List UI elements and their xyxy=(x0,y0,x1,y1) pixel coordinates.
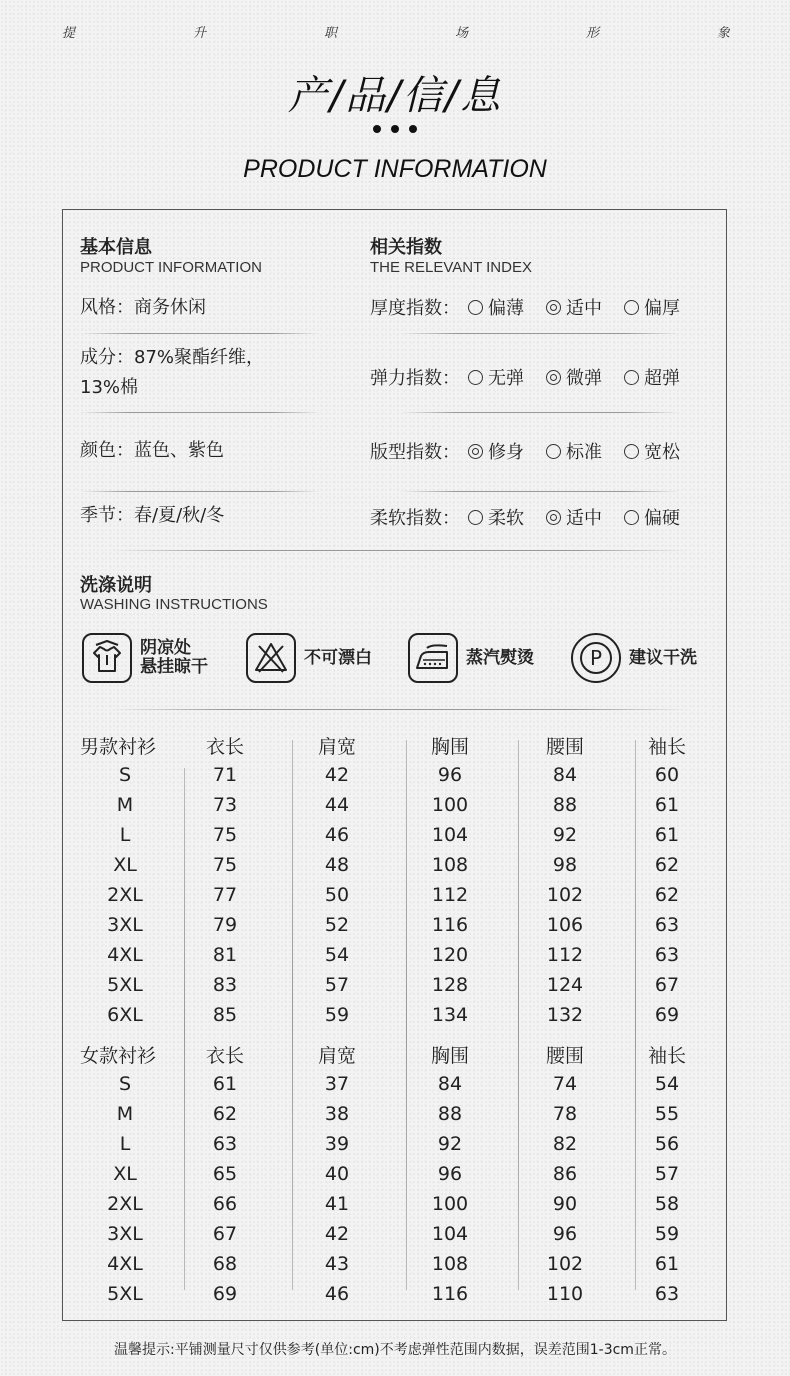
radio-selected-icon xyxy=(546,370,561,385)
table-row xyxy=(80,1159,710,1189)
table-row xyxy=(80,1219,710,1249)
divider xyxy=(400,412,680,413)
table-cell: 48 xyxy=(324,854,350,876)
table-row xyxy=(80,1249,710,1279)
table-cell: 68 xyxy=(212,1253,238,1275)
svg-text:P: P xyxy=(589,646,603,670)
table-cell: L xyxy=(119,824,131,846)
table-cell: 63 xyxy=(654,1283,680,1305)
table-cell: 63 xyxy=(212,1133,238,1155)
title-dots xyxy=(0,125,790,133)
table-cell: 82 xyxy=(552,1133,578,1155)
table-cell: 67 xyxy=(654,974,680,996)
index-option: 无弹 xyxy=(468,364,524,390)
table-cell: 85 xyxy=(212,1004,238,1026)
table-cell: 116 xyxy=(431,914,469,936)
index-option: 偏硬 xyxy=(624,504,680,530)
table-header: 女款衬衫 衣长 肩宽 胸围 腰围 袖长 xyxy=(80,1044,686,1067)
divider xyxy=(110,709,690,710)
table-cell: 108 xyxy=(431,1253,469,1275)
table-cell: 67 xyxy=(212,1223,238,1245)
table-cell: 38 xyxy=(324,1103,350,1125)
basic-info-subtitle: PRODUCT INFORMATION xyxy=(80,259,262,276)
table-row xyxy=(80,820,710,850)
table-cell: 63 xyxy=(654,914,680,936)
index-label: 版型指数： xyxy=(370,442,460,463)
table-cell: 106 xyxy=(546,914,584,936)
wash-text: 建议干洗 xyxy=(629,647,697,668)
table-row xyxy=(80,940,710,970)
table-cell: 56 xyxy=(654,1133,680,1155)
washing-subtitle: WASHING INSTRUCTIONS xyxy=(80,596,268,613)
table-cell: XL xyxy=(113,1163,137,1185)
table-row xyxy=(80,880,710,910)
table-cell: 100 xyxy=(431,794,469,816)
table-cell: 110 xyxy=(546,1283,584,1305)
table-cell: 46 xyxy=(324,824,350,846)
table-cell: 60 xyxy=(654,764,680,786)
wash-item-dry-clean xyxy=(571,633,697,683)
table-cell: 66 xyxy=(212,1193,238,1215)
radio-icon xyxy=(468,370,483,385)
table-cell: 2XL xyxy=(107,1193,143,1215)
table-cell: 102 xyxy=(546,884,584,906)
table-cell: 112 xyxy=(431,884,469,906)
table-cell: 102 xyxy=(546,1253,584,1275)
women-size-table xyxy=(80,1039,710,1309)
table-cell: 75 xyxy=(212,854,238,876)
radio-icon xyxy=(468,510,483,525)
wash-text: 蒸汽熨烫 xyxy=(466,647,534,668)
table-cell: 55 xyxy=(654,1103,680,1125)
table-cell: 4XL xyxy=(107,944,143,966)
index-label: 厚度指数： xyxy=(370,298,460,319)
table-cell: 62 xyxy=(212,1103,238,1125)
table-cell: 104 xyxy=(431,1223,469,1245)
index-option: 超弹 xyxy=(624,364,680,390)
table-cell: 79 xyxy=(212,914,238,936)
table-cell: 42 xyxy=(324,764,350,786)
radio-icon xyxy=(624,370,639,385)
table-cell: 44 xyxy=(324,794,350,816)
index-option: 微弹 xyxy=(546,364,602,390)
table-row xyxy=(80,1189,710,1219)
divider xyxy=(80,491,320,492)
table-cell: XL xyxy=(113,854,137,876)
table-cell: 120 xyxy=(431,944,469,966)
table-cell: 124 xyxy=(546,974,584,996)
tagline-char: 职 xyxy=(323,26,337,41)
wash-text: 阴凉处 悬挂晾干 xyxy=(140,638,208,677)
table-cell: 50 xyxy=(324,884,350,906)
divider xyxy=(110,550,690,551)
composition-text-2: 13%棉 xyxy=(80,377,139,398)
radio-icon xyxy=(546,444,561,459)
table-cell: S xyxy=(118,1073,132,1095)
tagline-char: 形 xyxy=(585,26,599,41)
table-cell: 46 xyxy=(324,1283,350,1305)
fit-index-row xyxy=(370,438,710,464)
table-cell: 57 xyxy=(654,1163,680,1185)
page-title: 产/品/信/息 xyxy=(287,73,503,119)
table-cell: 41 xyxy=(324,1193,350,1215)
divider xyxy=(400,491,680,492)
elasticity-index-row xyxy=(370,364,710,390)
table-row xyxy=(80,1129,710,1159)
table-cell: 116 xyxy=(431,1283,469,1305)
radio-icon xyxy=(468,300,483,315)
table-cell: 62 xyxy=(654,854,680,876)
table-cell: 96 xyxy=(437,764,463,786)
table-cell: 112 xyxy=(546,944,584,966)
table-cell: 104 xyxy=(431,824,469,846)
wash-item-steam-iron xyxy=(408,633,534,683)
wash-item-no-bleach xyxy=(246,633,372,683)
table-cell: 84 xyxy=(437,1073,463,1095)
table-cell: 69 xyxy=(212,1283,238,1305)
table-row xyxy=(80,970,710,1000)
wash-item-shade-dry xyxy=(82,633,208,683)
table-cell: 6XL xyxy=(107,1004,143,1026)
table-row xyxy=(80,1069,710,1099)
tagline xyxy=(62,22,730,41)
composition-text-1: 成分：87%聚酯纤维， xyxy=(80,347,265,368)
divider xyxy=(400,333,680,334)
tagline-char: 提 xyxy=(62,26,76,41)
table-cell: 54 xyxy=(654,1073,680,1095)
table-cell: 42 xyxy=(324,1223,350,1245)
season-text: 季节：春/夏/秋/冬 xyxy=(80,505,225,526)
basic-info-title: 基本信息 xyxy=(80,237,152,258)
table-cell: 100 xyxy=(431,1193,469,1215)
table-cell: M xyxy=(116,1103,134,1125)
table-cell: 43 xyxy=(324,1253,350,1275)
table-cell: 128 xyxy=(431,974,469,996)
tagline-char: 场 xyxy=(454,26,468,41)
table-cell: 61 xyxy=(654,794,680,816)
steam-iron-icon xyxy=(408,633,458,683)
index-option: 适中 xyxy=(546,504,602,530)
table-cell: 73 xyxy=(212,794,238,816)
index-option: 宽松 xyxy=(624,438,680,464)
table-cell: 71 xyxy=(212,764,238,786)
index-title: 相关指数 xyxy=(370,237,442,258)
index-option: 柔软 xyxy=(468,504,524,530)
table-cell: 3XL xyxy=(107,914,143,936)
index-subtitle: THE RELEVANT INDEX xyxy=(370,259,532,276)
table-cell: 61 xyxy=(654,824,680,846)
table-cell: 108 xyxy=(431,854,469,876)
table-cell: L xyxy=(119,1133,131,1155)
index-option: 偏薄 xyxy=(468,294,524,320)
index-option: 修身 xyxy=(468,438,524,464)
table-cell: 58 xyxy=(654,1193,680,1215)
table-cell: 63 xyxy=(654,944,680,966)
table-cell: 74 xyxy=(552,1073,578,1095)
table-row xyxy=(80,1099,710,1129)
table-cell: 98 xyxy=(552,854,578,876)
table-cell: 61 xyxy=(654,1253,680,1275)
table-cell: 69 xyxy=(654,1004,680,1026)
table-row xyxy=(80,910,710,940)
page-subtitle: PRODUCT INFORMATION xyxy=(243,155,547,183)
index-label: 弹力指数： xyxy=(370,368,460,389)
index-option: 适中 xyxy=(546,294,602,320)
dry-clean-icon xyxy=(571,633,621,683)
wash-text: 不可漂白 xyxy=(304,647,372,668)
style-text: 风格：商务休闲 xyxy=(80,297,206,318)
radio-icon xyxy=(624,300,639,315)
table-cell: 92 xyxy=(552,824,578,846)
table-cell: 77 xyxy=(212,884,238,906)
radio-icon xyxy=(624,510,639,525)
men-size-table xyxy=(80,730,710,1030)
table-cell: 3XL xyxy=(107,1223,143,1245)
index-label: 柔软指数： xyxy=(370,508,460,529)
table-row xyxy=(80,760,710,790)
table-cell: 92 xyxy=(437,1133,463,1155)
table-cell: 78 xyxy=(552,1103,578,1125)
table-cell: 59 xyxy=(324,1004,350,1026)
table-cell: 88 xyxy=(552,794,578,816)
shade-hang-dry-icon xyxy=(82,633,132,683)
table-cell: 62 xyxy=(654,884,680,906)
table-cell: M xyxy=(116,794,134,816)
table-cell: 96 xyxy=(437,1163,463,1185)
table-header: 男款衬衫 衣长 肩宽 胸围 腰围 袖长 xyxy=(80,735,686,758)
radio-selected-icon xyxy=(546,510,561,525)
table-cell: 84 xyxy=(552,764,578,786)
table-cell: 132 xyxy=(546,1004,584,1026)
table-row xyxy=(80,850,710,880)
table-cell: 134 xyxy=(431,1004,469,1026)
table-cell: 59 xyxy=(654,1223,680,1245)
no-bleach-icon xyxy=(246,633,296,683)
thickness-index-row xyxy=(370,294,710,320)
divider xyxy=(80,412,320,413)
table-cell: 96 xyxy=(552,1223,578,1245)
table-cell: 88 xyxy=(437,1103,463,1125)
table-cell: 75 xyxy=(212,824,238,846)
table-cell: 61 xyxy=(212,1073,238,1095)
table-cell: 90 xyxy=(552,1193,578,1215)
table-cell: 81 xyxy=(212,944,238,966)
table-cell: 2XL xyxy=(107,884,143,906)
table-cell: 52 xyxy=(324,914,350,936)
softness-index-row xyxy=(370,504,710,530)
footer-note: 温馨提示:平铺测量尺寸仅供参考(单位:cm)不考虑弹性范围内数据，误差范围1-3cm正常。 xyxy=(114,1342,676,1358)
table-cell: 4XL xyxy=(107,1253,143,1275)
washing-title: 洗涤说明 xyxy=(80,575,152,596)
divider xyxy=(80,333,320,334)
table-cell: 57 xyxy=(324,974,350,996)
index-option: 偏厚 xyxy=(624,294,680,320)
radio-icon xyxy=(624,444,639,459)
color-text: 颜色：蓝色、紫色 xyxy=(80,440,224,461)
table-row xyxy=(80,790,710,820)
table-cell: S xyxy=(118,764,132,786)
table-cell: 5XL xyxy=(107,1283,143,1305)
table-cell: 37 xyxy=(324,1073,350,1095)
table-cell: 65 xyxy=(212,1163,238,1185)
table-row xyxy=(80,1000,710,1030)
table-cell: 40 xyxy=(324,1163,350,1185)
table-cell: 83 xyxy=(212,974,238,996)
radio-selected-icon xyxy=(468,444,483,459)
table-row xyxy=(80,1279,710,1309)
tagline-char: 象 xyxy=(716,26,730,41)
table-cell: 5XL xyxy=(107,974,143,996)
table-cell: 86 xyxy=(552,1163,578,1185)
table-cell: 39 xyxy=(324,1133,350,1155)
radio-selected-icon xyxy=(546,300,561,315)
tagline-char: 升 xyxy=(192,26,206,41)
index-option: 标准 xyxy=(546,438,602,464)
table-cell: 54 xyxy=(324,944,350,966)
